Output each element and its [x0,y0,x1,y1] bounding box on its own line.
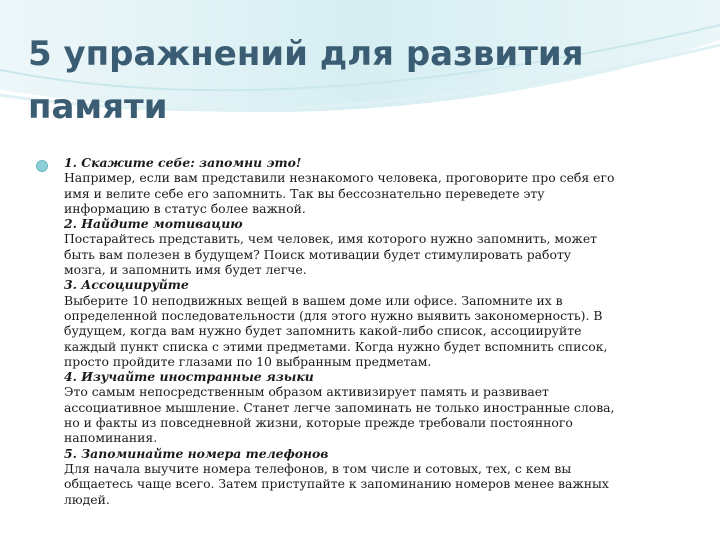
text-line: определенной последовательности (для этого нужно выявить закономерность). В [64,307,603,323]
section-heading: 4. Изучайте иностранные языки [64,369,314,385]
slide-title-line: 5 упражнений для развития [28,34,584,74]
text-line: но и факты из повседневной жизни, которые прежде требовали постоянного [64,415,573,431]
section-heading: 1. Скажите себе: запомни это! [64,155,302,170]
bullet-icon [36,160,48,172]
text-line: Для начала выучите номера телефонов, в том числе и сотовых, тех, с кем вы [64,460,572,476]
text-line: быть вам полезен в будущем? Поиск мотивации будет стимулировать работу [64,246,572,262]
text-line: Постарайтесь представить, чем человек, имя которого нужно запомнить, может [64,231,598,247]
slide-title-line: памяти [28,87,168,127]
section-heading: 3. Ассоциируйте [64,277,189,293]
text-line: Это самым непосредственным образом активизирует память и развивает [64,384,549,400]
text-line: каждый пункт списка с этими предметами. Когда нужно будет вспомнить список, [64,338,608,354]
section-heading: 2. Найдите мотивацию [64,216,243,232]
slide-title [28,28,688,134]
slide-content [36,155,686,507]
section-heading: 5. Запоминайте номера телефонов [64,445,329,461]
text-line: Например, если вам представили незнакомого человека, проговорите про себя его [64,170,615,186]
text-line: общаетесь чаще всего. Затем приступайте к запоминанию номеров менее важных [64,476,609,492]
text-line: информацию в статус более важной. [64,200,306,216]
body-text [64,155,690,507]
text-line: ассоциативное мышление. Станет легче запоминать не только иностранные слова, [64,399,615,415]
text-line: мозга, и запомнить имя будет легче. [64,262,307,278]
text-line: людей. [64,491,110,507]
text-line: напоминания. [64,430,158,446]
text-line: Выберите 10 неподвижных вещей в вашем доме или офисе. Запомните их в [64,292,563,308]
text-line: просто пройдите глазами по 10 выбранным предметам. [64,353,432,369]
text-line: имя и велите себе его запомнить. Так вы бессознательно переведете эту [64,185,545,201]
text-line: будущем, когда вам нужно будет запомнить какой-либо список, ассоциируйте [64,323,582,339]
